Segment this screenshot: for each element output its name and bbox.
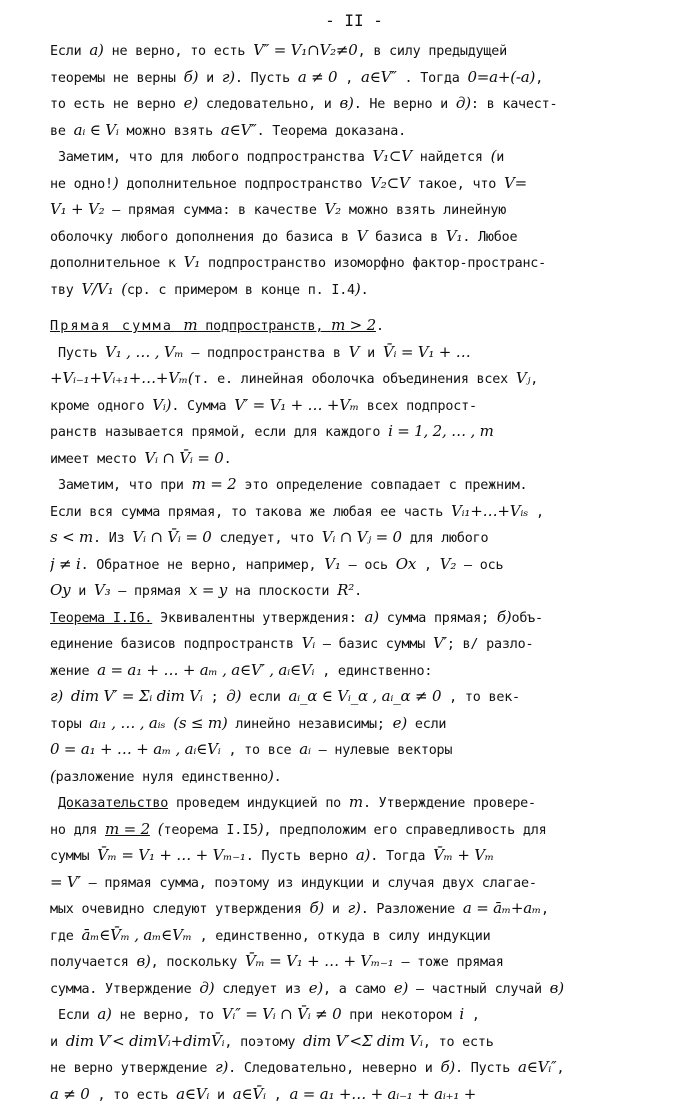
typed-text: тву: [50, 283, 81, 298]
text-line: [50, 1002, 658, 1029]
typed-text: ве: [50, 124, 74, 139]
text-line: [50, 605, 658, 632]
typed-text: для любого: [402, 531, 488, 546]
typed-text: . Пусть: [235, 71, 298, 86]
text-line: [50, 171, 658, 198]
typed-text: Если: [58, 1008, 97, 1023]
handwritten-formula: V′ = V₁ + … +Vₘ: [234, 396, 359, 414]
typed-text: не одно!: [50, 177, 113, 192]
handwritten-formula: R²: [337, 581, 354, 599]
handwritten-formula: a∈V″: [221, 121, 257, 139]
text-line: [50, 631, 658, 658]
typed-text: можно взять: [119, 124, 221, 139]
text-line: [50, 737, 658, 764]
text-line: [50, 340, 658, 367]
text-line: [50, 446, 658, 473]
handwritten-formula: 0 = a₁ + … + aₘ , aᵢ∈Vᵢ: [50, 740, 221, 758]
typed-text: можно взять линейную: [341, 203, 506, 218]
typed-text: имеет место: [50, 452, 144, 467]
handwritten-formula: 0=a+(-a): [467, 68, 535, 86]
handwritten-formula: ): [258, 820, 264, 838]
typed-text: .: [376, 319, 384, 334]
typed-text: не верно, то: [112, 1008, 222, 1023]
typed-text: ,: [528, 505, 544, 520]
handwritten-formula: a ≠ 0: [50, 1085, 90, 1103]
typed-text: то есть не верно: [50, 97, 184, 112]
handwritten-formula: ): [355, 280, 361, 298]
typed-text: и: [209, 1088, 233, 1103]
typed-text: Пусть: [58, 346, 105, 361]
text-line: [50, 366, 658, 393]
text-line: [50, 1029, 658, 1056]
typed-text: ,: [556, 1061, 564, 1076]
typed-text: объ-: [511, 611, 542, 626]
handwritten-formula: д): [456, 94, 471, 112]
handwritten-formula: aᵢ: [299, 740, 311, 758]
typed-text: жение: [50, 664, 97, 679]
handwritten-formula: Vᵢ ∩ V̄ᵢ = 0: [144, 449, 223, 467]
handwritten-formula: m: [183, 316, 197, 334]
handwritten-formula: a∈Vᵢ″: [518, 1058, 557, 1076]
handwritten-formula: Vⱼ: [516, 369, 530, 387]
handwritten-formula: в): [550, 979, 564, 997]
typed-text: подпространство изоморфно фактор-пространс-: [200, 256, 546, 271]
typed-text: где: [50, 929, 81, 944]
typed-text: торы: [50, 717, 89, 732]
handwritten-formula: (: [491, 147, 497, 165]
typed-text: получается: [50, 955, 136, 970]
text-line: [50, 250, 658, 277]
text-line: [50, 144, 658, 171]
handwritten-formula: a = āₘ+aₘ: [463, 899, 541, 917]
handwritten-formula: m = 2: [192, 475, 237, 493]
handwritten-formula: ): [113, 174, 119, 192]
handwritten-formula: Oy: [50, 581, 70, 599]
typed-text: . Не верно и: [354, 97, 456, 112]
page-number: - II -: [50, 10, 658, 32]
typed-text: . Следовательно, неверно и: [228, 1061, 440, 1076]
underlined-text: Прямая сумма: [50, 319, 183, 334]
handwritten-formula: (: [121, 280, 127, 298]
text-line: [50, 393, 658, 420]
document-body: [50, 38, 658, 1108]
typed-text: ,: [337, 71, 361, 86]
typed-text: и: [496, 150, 504, 165]
underlined-text: подпространств,: [197, 319, 331, 334]
typed-text: , в силу предыдущей: [358, 44, 507, 59]
typed-text: следует из: [214, 982, 308, 997]
handwritten-formula: m > 2: [331, 316, 376, 334]
text-line: [50, 843, 658, 870]
handwritten-formula: Vᵢ: [152, 396, 165, 414]
typed-text: теоремы не верны: [50, 71, 184, 86]
handwritten-formula: Vᵢ ∩ Vⱼ = 0: [322, 528, 402, 546]
handwritten-formula: dim V′ = Σᵢ dim Vᵢ: [71, 687, 203, 705]
handwritten-formula: V₁ , … , Vₘ: [105, 343, 183, 361]
handwritten-formula: = V′: [50, 873, 81, 891]
text-line: [50, 790, 658, 817]
handwritten-formula: x = y: [189, 581, 227, 599]
handwritten-formula: V′: [433, 634, 447, 652]
typed-text: [63, 690, 71, 705]
typed-text: .: [361, 283, 369, 298]
text-line: [50, 976, 658, 1003]
text-line: [50, 313, 658, 340]
typed-text: Эквивалентны утверждения:: [152, 611, 364, 626]
handwritten-formula: б): [184, 68, 199, 86]
typed-text: , то есть: [90, 1088, 176, 1103]
text-line: [50, 118, 658, 145]
text-line: [50, 552, 658, 579]
typed-text: и: [198, 71, 222, 86]
handwritten-formula: V₂⊂V: [370, 174, 409, 192]
typed-text: . Тогда: [397, 71, 468, 86]
typed-text: . Обратное не верно, например,: [81, 558, 325, 573]
handwritten-formula: V₁ + V₂: [50, 200, 104, 218]
typed-text: сумма. Утверждение: [50, 982, 199, 997]
handwritten-formula: д): [199, 979, 214, 997]
typed-text: кроме одного: [50, 399, 152, 414]
typed-text: такое, что: [410, 177, 504, 192]
text-line: [50, 923, 658, 950]
handwritten-formula: +Vᵢ₋₁+Vᵢ₊₁+…+Vₘ: [50, 369, 188, 387]
text-line: [50, 472, 658, 499]
text-line: [50, 419, 658, 446]
handwritten-formula: dim V′<Σ dim Vᵢ: [303, 1032, 423, 1050]
text-line: [50, 949, 658, 976]
typed-text: но для: [50, 823, 105, 838]
text-line: [50, 91, 658, 118]
handwritten-formula: V̄ₘ = V₁ + … + Vₘ₋₁: [97, 846, 246, 864]
handwritten-formula: V₂: [325, 200, 341, 218]
text-line: [50, 870, 658, 897]
typed-text: – подпространства в: [183, 346, 348, 361]
typed-text: единение базисов подпространств: [50, 637, 302, 652]
typed-text: если: [407, 717, 446, 732]
handwritten-formula: V/V₁: [81, 280, 113, 298]
typed-text: , а само: [323, 982, 394, 997]
section-gap: [50, 303, 658, 313]
typed-text: , предположим его справедливость для: [263, 823, 546, 838]
handwritten-formula: m = 2: [105, 820, 150, 838]
typed-text: ср. с примером в конце п. I.4: [127, 283, 355, 298]
typed-text: ,: [541, 902, 549, 917]
typed-text: следует, что: [212, 531, 322, 546]
handwritten-formula: V₁: [324, 555, 340, 573]
handwritten-formula: Ox: [396, 555, 416, 573]
handwritten-formula: aᵢ ∈ Vᵢ: [74, 121, 119, 139]
typed-text: . Разложение: [361, 902, 463, 917]
text-line: [50, 658, 658, 685]
typed-text: , поскольку: [151, 955, 245, 970]
typed-text: Если вся сумма прямая, то такова же любая ее часть: [50, 505, 451, 520]
typed-text: суммы: [50, 849, 97, 864]
typed-text: . Утверждение провере-: [363, 796, 536, 811]
typed-text: не верно, то есть: [104, 44, 253, 59]
handwritten-formula: V̄ᵢ = V₁ + …: [383, 343, 471, 361]
typed-text: – прямая: [110, 584, 189, 599]
text-line: [50, 684, 658, 711]
text-line: [50, 711, 658, 738]
handwritten-formula: a = a₁ +… + aᵢ₋₁ + aᵢ₊₁ +: [289, 1085, 476, 1103]
text-line: [50, 1082, 658, 1108]
typed-text: и: [324, 902, 348, 917]
handwritten-formula: Vᵢ: [302, 634, 315, 652]
handwritten-formula: V₃: [94, 581, 110, 599]
typed-text: базиса в: [367, 230, 446, 245]
text-line: [50, 578, 658, 605]
typed-text: – тоже прямая: [394, 955, 504, 970]
typed-text: мых очевидно следуют утверждения: [50, 902, 309, 917]
handwritten-formula: (: [158, 820, 164, 838]
typed-text: найдется: [412, 150, 491, 165]
handwritten-formula: V₁: [184, 253, 200, 271]
handwritten-formula: д): [226, 687, 241, 705]
handwritten-formula: г): [215, 1058, 228, 1076]
handwritten-formula: Vᵢ″ = Vᵢ ∩ V̄ᵢ ≠ 0: [222, 1005, 342, 1023]
typed-text: . Пусть верно: [246, 849, 356, 864]
typed-text: ;: [203, 690, 227, 705]
typed-text: – прямая сумма: в качестве: [104, 203, 324, 218]
handwritten-formula: a = a₁ + … + aₘ , a∈V′ , aᵢ∈Vᵢ: [97, 661, 314, 679]
typed-text: – ось: [341, 558, 396, 573]
typed-text: , поэтому: [224, 1035, 303, 1050]
typed-text: , то все: [221, 743, 300, 758]
typed-text: . Из: [93, 531, 132, 546]
typed-text: , то век-: [441, 690, 520, 705]
underlined-text: Доказательство: [58, 796, 168, 811]
typed-text: не верно утверждение: [50, 1061, 215, 1076]
handwritten-formula: в): [136, 952, 150, 970]
text-line: [50, 65, 658, 92]
handwritten-formula: а): [356, 846, 370, 864]
typed-text: . Любое: [462, 230, 517, 245]
text-line: [50, 277, 658, 304]
handwritten-formula: i: [459, 1005, 464, 1023]
handwritten-formula: V̄ₘ = V₁ + … + Vₘ₋₁: [245, 952, 394, 970]
handwritten-formula: dim V′< dimVᵢ+dimV̄ᵢ: [66, 1032, 225, 1050]
typed-text: – частный случай: [408, 982, 550, 997]
text-line: [50, 224, 658, 251]
handwritten-formula: i = 1, 2, … , m: [388, 422, 494, 440]
typed-text: [165, 717, 173, 732]
handwritten-formula: V̄ₘ + Vₘ: [433, 846, 494, 864]
typed-text: .: [354, 584, 362, 599]
handwritten-formula: (s ≤ m): [173, 714, 227, 732]
underlined-text: Теорема I.I6.: [50, 611, 152, 626]
typed-text: сумма прямая;: [379, 611, 497, 626]
typed-text: и: [70, 584, 94, 599]
typed-text: ,: [266, 1088, 290, 1103]
typed-text: и: [359, 346, 383, 361]
typed-text: , единственно:: [314, 664, 432, 679]
typed-text: при некотором: [341, 1008, 459, 1023]
handwritten-formula: m: [349, 793, 363, 811]
typed-text: . Тогда: [370, 849, 433, 864]
typed-text: Если: [50, 44, 89, 59]
handwritten-formula: a∈Vᵢ: [176, 1085, 209, 1103]
typed-text: теорема I.I5: [163, 823, 257, 838]
typed-text: .: [224, 452, 232, 467]
handwritten-formula: a∈V̄ᵢ: [233, 1085, 266, 1103]
typed-text: ,: [535, 71, 543, 86]
typed-text: . Теорема доказана.: [257, 124, 406, 139]
handwritten-formula: āₘ∈V̄ₘ , aₘ∈Vₘ: [81, 926, 191, 944]
handwritten-formula: е): [184, 94, 198, 112]
typed-text: .: [274, 770, 282, 785]
handwritten-formula: ): [268, 767, 274, 785]
handwritten-formula: V=: [504, 174, 527, 192]
typed-text: – нулевые векторы: [311, 743, 453, 758]
typed-text: т. е. линейная оболочка объединения всех: [194, 372, 516, 387]
text-line: [50, 38, 658, 65]
text-line: [50, 896, 658, 923]
handwritten-formula: Vᵢ₁+…+Vᵢₛ: [451, 502, 528, 520]
typed-text: на плоскости: [227, 584, 337, 599]
typed-text: Заметим, что при: [58, 478, 192, 493]
handwritten-formula: б): [497, 608, 512, 626]
handwritten-formula: aᵢ_α ∈ Vᵢ_α , aᵢ_α ≠ 0: [288, 687, 441, 705]
typed-text: всех подпрост-: [359, 399, 477, 414]
typed-text: – базис суммы: [315, 637, 433, 652]
handwritten-formula: б): [309, 899, 324, 917]
handwritten-formula: г): [50, 687, 63, 705]
handwritten-formula: е): [309, 979, 323, 997]
typed-text: ранств называется прямой, если для каждого: [50, 425, 388, 440]
handwritten-formula: aᵢ₁ , … , aᵢₛ: [89, 714, 165, 732]
text-line: [50, 499, 658, 526]
typed-text: и: [50, 1035, 66, 1050]
text-line: [50, 764, 658, 791]
text-line: [50, 1055, 658, 1082]
typed-text: дополнительное к: [50, 256, 184, 271]
handwritten-formula: V₁: [446, 227, 462, 245]
handwritten-formula: s < m: [50, 528, 93, 546]
handwritten-formula: г): [222, 68, 235, 86]
typed-text: разложение нуля единственно: [56, 770, 268, 785]
handwritten-formula: (: [188, 369, 194, 387]
handwritten-formula: е): [393, 714, 407, 732]
typed-text: дополнительное подпространство: [119, 177, 371, 192]
handwritten-formula: V: [349, 343, 360, 361]
typed-text: , то есть: [423, 1035, 494, 1050]
text-line: [50, 525, 658, 552]
handwritten-formula: а): [97, 1005, 111, 1023]
handwritten-formula: Vᵢ ∩ V̄ᵢ = 0: [132, 528, 211, 546]
handwritten-formula: V₁⊂V: [372, 147, 411, 165]
handwritten-formula: ): [166, 396, 172, 414]
typed-text: Заметим, что для любого подпространства: [58, 150, 372, 165]
typed-text: – ось: [456, 558, 503, 573]
handwritten-formula: (: [50, 767, 56, 785]
typed-text: – прямая сумма, поэтому из индукции и случая двух слагае-: [81, 876, 537, 891]
handwritten-formula: a∈V″: [361, 68, 397, 86]
handwritten-formula: a ≠ 0: [298, 68, 338, 86]
handwritten-formula: а): [365, 608, 379, 626]
typed-text: ,: [464, 1008, 480, 1023]
typed-text: ; в/ разло-: [447, 637, 533, 652]
handwritten-formula: V″ = V₁∩V₂≠0: [253, 41, 358, 59]
typed-text: проведем индукцией по: [168, 796, 349, 811]
typed-text: [150, 823, 158, 838]
handwritten-formula: е): [394, 979, 408, 997]
handwritten-formula: в): [340, 94, 354, 112]
typed-text: оболочку любого дополнения до базиса в: [50, 230, 357, 245]
handwritten-formula: V: [357, 227, 368, 245]
typed-text: если: [241, 690, 288, 705]
text-line: [50, 817, 658, 844]
typed-text: . Пусть: [455, 1061, 518, 1076]
typed-text: линейно независимы;: [228, 717, 393, 732]
handwritten-formula: а): [89, 41, 103, 59]
typed-text: . Сумма: [171, 399, 234, 414]
handwritten-formula: б): [440, 1058, 455, 1076]
handwritten-formula: г): [348, 899, 361, 917]
text-line: [50, 197, 658, 224]
typed-text: следовательно, и: [198, 97, 340, 112]
typed-text: это определение совпадает с прежним.: [237, 478, 528, 493]
handwritten-formula: j ≠ i: [50, 555, 81, 573]
typed-text: , единственно, откуда в силу индукции: [192, 929, 491, 944]
handwritten-formula: V₂: [440, 555, 456, 573]
typed-text: : в качест-: [471, 97, 557, 112]
typed-text: ,: [416, 558, 440, 573]
typed-text: ,: [530, 372, 538, 387]
